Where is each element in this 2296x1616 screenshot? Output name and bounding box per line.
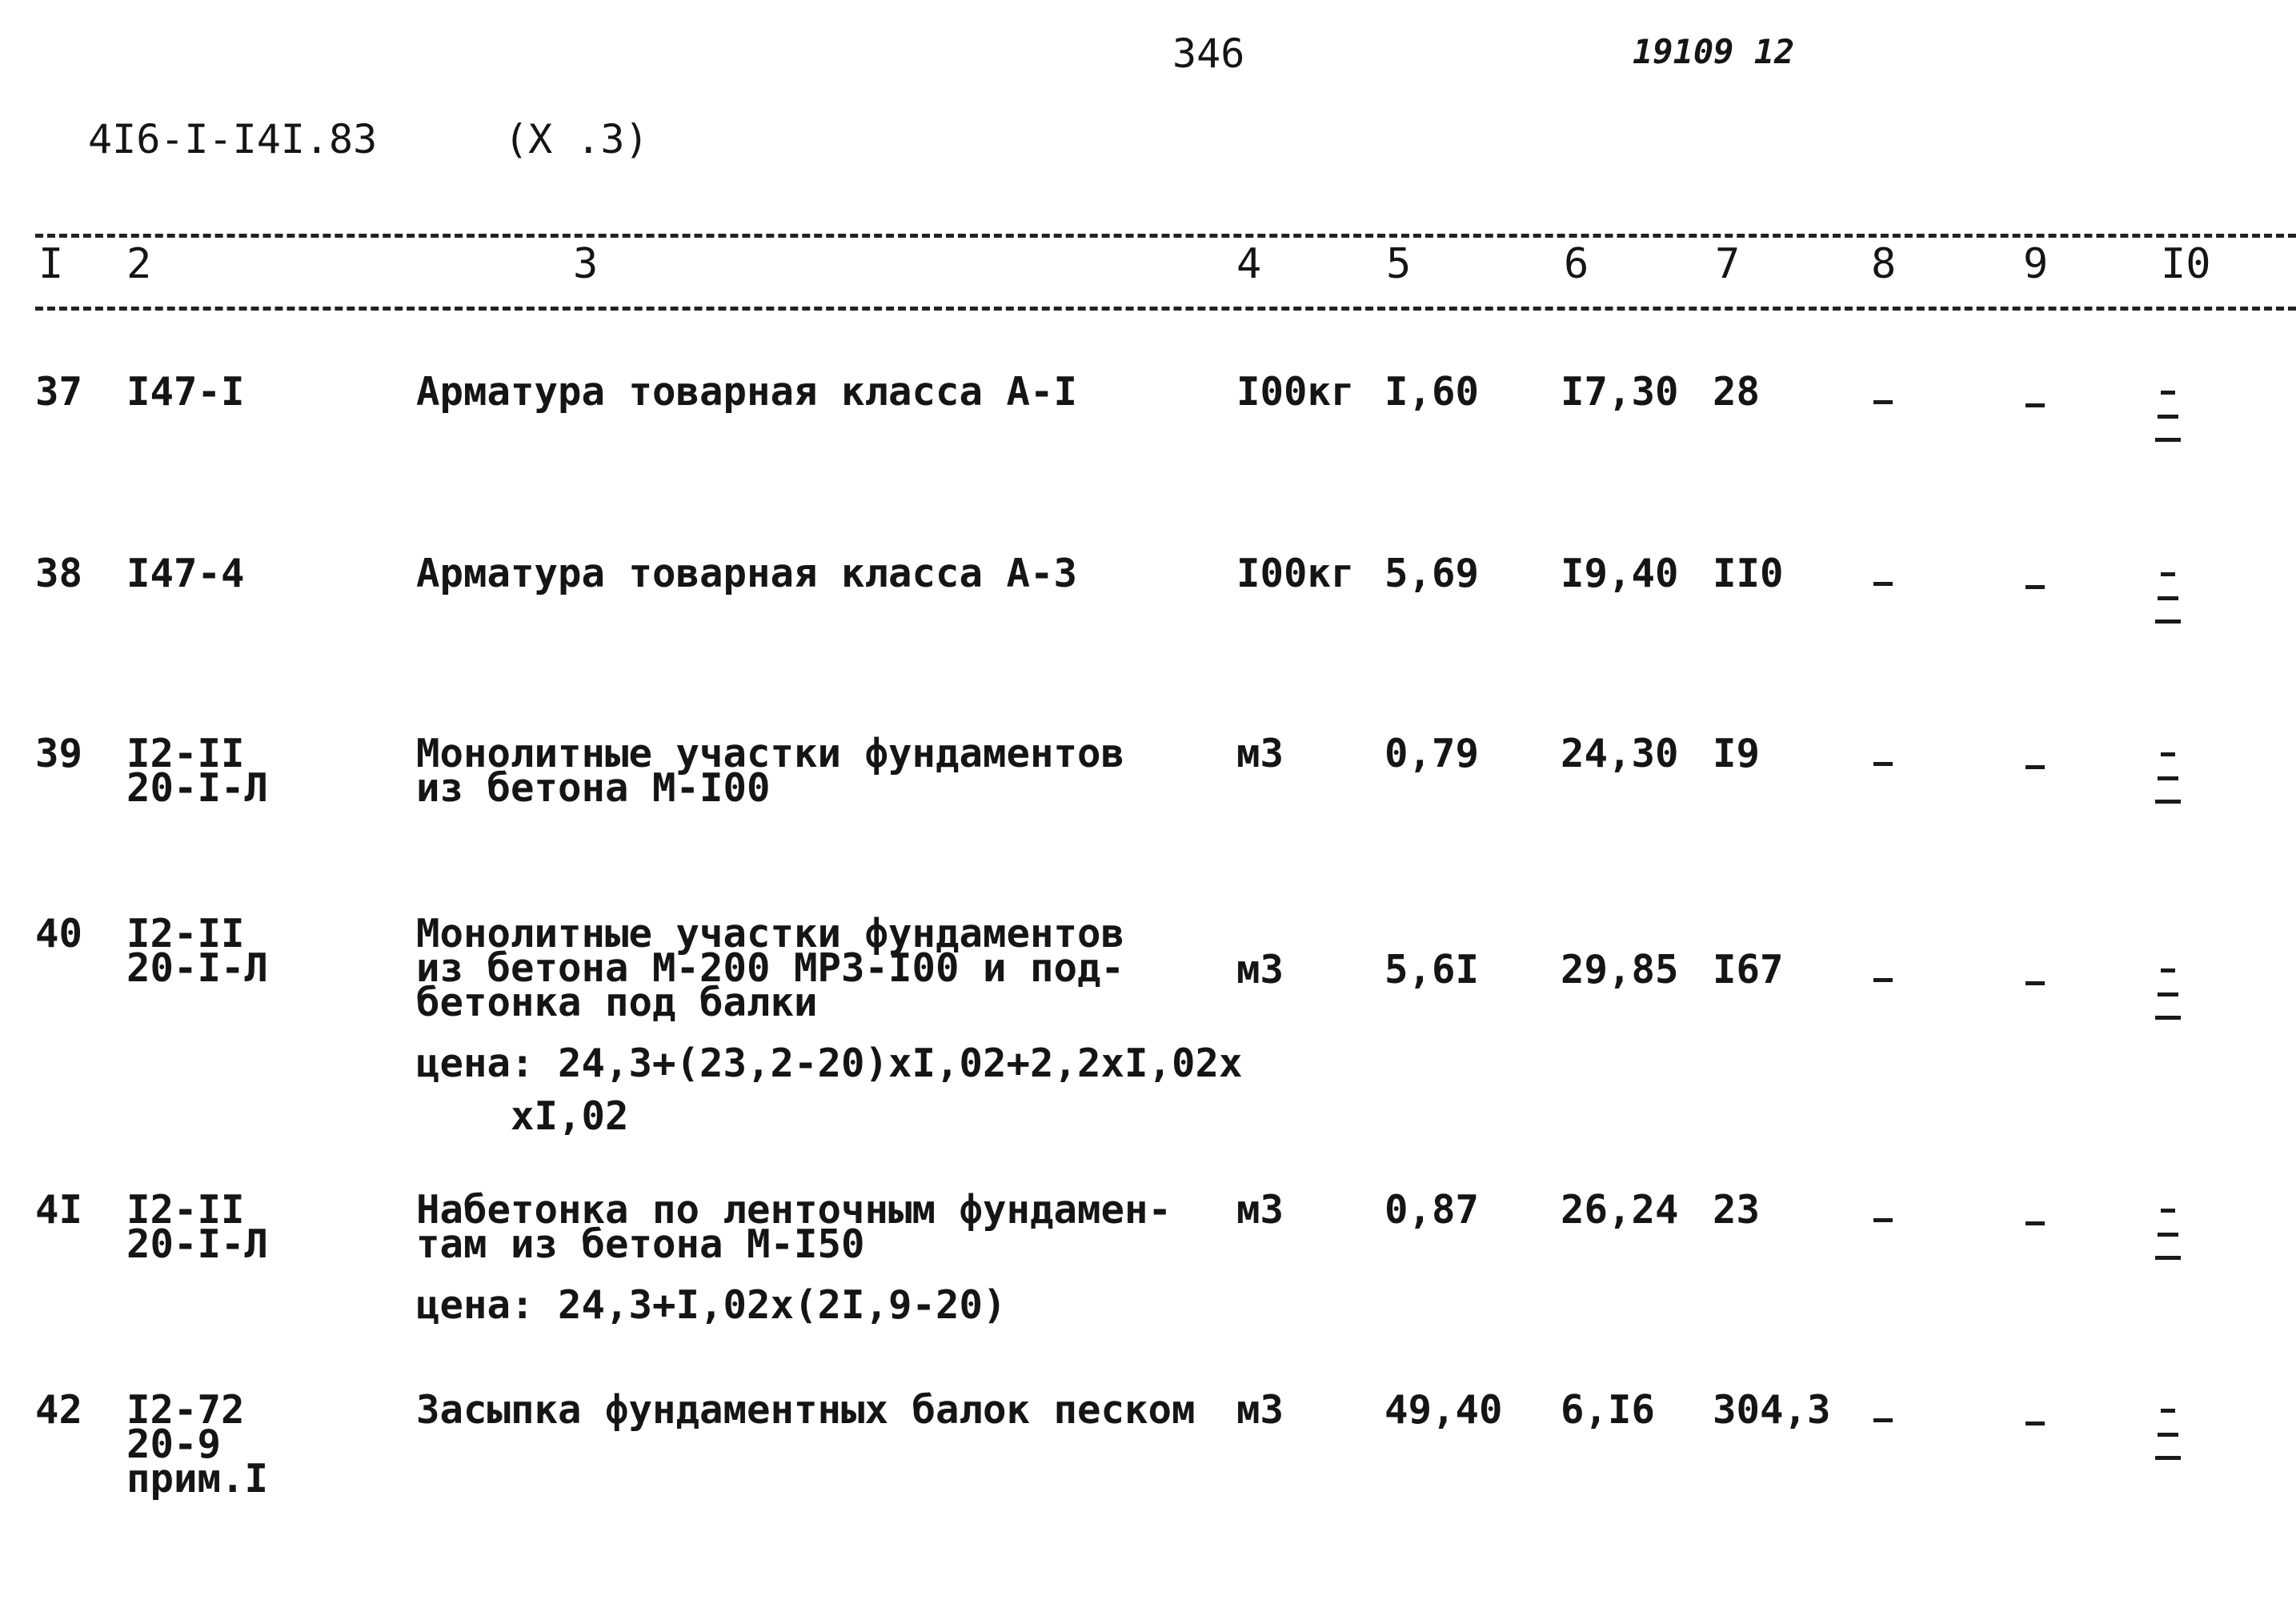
norm-code: I2-72	[126, 1387, 245, 1433]
header-bottom-rule	[35, 307, 2296, 311]
page-number: 346	[1172, 30, 1245, 77]
dash-mark	[1873, 582, 1893, 586]
column-header: 7	[1715, 240, 1741, 288]
row-number: 38	[35, 551, 83, 596]
dash-mark	[1873, 400, 1893, 404]
dash-mark	[1873, 1418, 1893, 1422]
column-header: I0	[2161, 240, 2211, 288]
dash-mark	[2026, 1221, 2045, 1225]
work-description: из бетона М-200 МРЗ-I00 и под-	[416, 945, 1125, 991]
norm-code: прим.I	[126, 1456, 269, 1502]
quantity: 49,40	[1384, 1387, 1503, 1433]
total-cost: 28	[1713, 369, 1761, 415]
row-number: 4I	[35, 1187, 83, 1233]
column-header: 6	[1564, 240, 1589, 288]
header-top-rule	[35, 234, 2296, 238]
total-cost: 304,3	[1713, 1387, 1831, 1433]
column-10-mark-icon	[2154, 752, 2182, 804]
dash-mark	[2026, 585, 2045, 589]
work-description: из бетона М-I00	[416, 765, 771, 811]
unit-price: 6,I6	[1561, 1387, 1656, 1433]
price-formula: цена: 24,3+(23,2-20)xI,02+2,2xI,02x	[416, 1041, 1243, 1086]
dash-mark	[2026, 1422, 2045, 1426]
unit-price: 24,30	[1561, 731, 1679, 776]
row-number: 42	[35, 1387, 83, 1433]
work-description: Монолитные участки фундаментов	[416, 911, 1125, 956]
dash-mark	[1873, 1218, 1893, 1222]
handwritten-note: 19109 12	[1633, 32, 1795, 71]
norm-code: 20-I-Л	[126, 765, 269, 811]
work-description: Арматура товарная класса А-I	[416, 369, 1078, 415]
norm-code: I47-4	[126, 551, 245, 596]
dash-mark	[2026, 765, 2045, 769]
column-10-mark-icon	[2154, 1409, 2182, 1460]
norm-code: I47-I	[126, 369, 245, 415]
sheet-reference: (X .3)	[504, 116, 649, 162]
row-number: 40	[35, 911, 83, 956]
unit-price: I9,40	[1561, 551, 1679, 596]
unit-of-measure: м3	[1236, 1387, 1284, 1433]
column-10-mark-icon	[2154, 572, 2182, 624]
document-code: 4I6-I-I4I.83	[88, 116, 378, 162]
unit-of-measure: I00кг	[1236, 369, 1355, 415]
unit-of-measure: м3	[1236, 947, 1284, 992]
row-number: 37	[35, 369, 83, 415]
column-10-mark-icon	[2154, 1209, 2182, 1260]
column-header: 4	[1236, 240, 1262, 288]
quantity: I,60	[1384, 369, 1480, 415]
unit-of-measure: м3	[1236, 1187, 1284, 1233]
unit-of-measure: I00кг	[1236, 551, 1355, 596]
quantity: 0,79	[1384, 731, 1480, 776]
column-header: 9	[2023, 240, 2049, 288]
quantity: 5,69	[1384, 551, 1480, 596]
work-description: Арматура товарная класса А-3	[416, 551, 1078, 596]
work-description: Монолитные участки фундаментов	[416, 731, 1125, 776]
total-cost: II0	[1713, 551, 1784, 596]
norm-code: I2-II	[126, 911, 245, 956]
dash-mark	[1873, 762, 1893, 766]
norm-code: I2-II	[126, 1187, 245, 1233]
dash-mark	[2026, 403, 2045, 407]
work-description: Набетонка по ленточным фундамен-	[416, 1187, 1172, 1233]
column-header: 8	[1871, 240, 1897, 288]
total-cost: I9	[1713, 731, 1761, 776]
work-description: Засыпка фундаментных балок песком	[416, 1387, 1196, 1433]
work-description: бетонка под балки	[416, 980, 818, 1025]
norm-code: I2-II	[126, 731, 245, 776]
column-header: 5	[1386, 240, 1412, 288]
work-description: там из бетона М-I50	[416, 1221, 865, 1267]
column-header: 3	[573, 240, 599, 288]
unit-price: 29,85	[1561, 947, 1679, 992]
norm-code: 20-9	[126, 1422, 222, 1467]
column-header: 2	[126, 240, 152, 288]
quantity: 0,87	[1384, 1187, 1480, 1233]
column-header: I	[38, 240, 64, 288]
column-10-mark-icon	[2154, 391, 2182, 442]
price-formula: xI,02	[416, 1093, 629, 1139]
norm-code: 20-I-Л	[126, 945, 269, 991]
total-cost: 23	[1713, 1187, 1761, 1233]
unit-price: 26,24	[1561, 1187, 1679, 1233]
norm-code: 20-I-Л	[126, 1221, 269, 1267]
column-10-mark-icon	[2154, 968, 2182, 1020]
quantity: 5,6I	[1384, 947, 1480, 992]
total-cost: I67	[1713, 947, 1784, 992]
unit-of-measure: м3	[1236, 731, 1284, 776]
unit-price: I7,30	[1561, 369, 1679, 415]
dash-mark	[2026, 981, 2045, 985]
price-formula: цена: 24,3+I,02x(2I,9-20)	[416, 1282, 1007, 1328]
row-number: 39	[35, 731, 83, 776]
dash-mark	[1873, 978, 1893, 982]
